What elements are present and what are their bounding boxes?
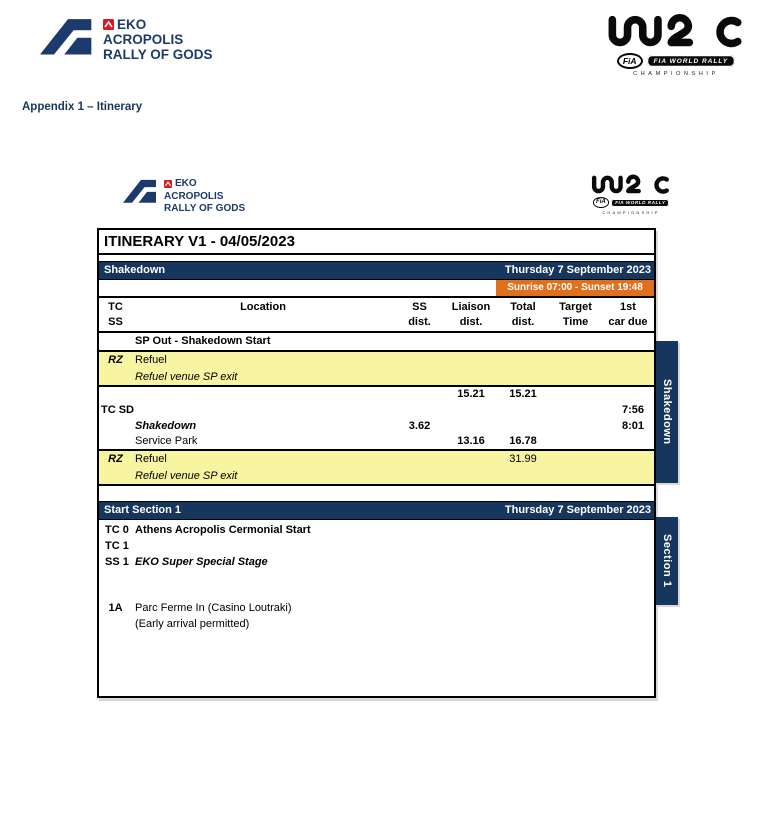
sunrise-row — [99, 280, 654, 298]
table-header — [99, 298, 654, 333]
start-section-1-bar — [99, 501, 654, 520]
section-bar-title: Shakedown — [104, 264, 166, 276]
col-location: Location — [240, 301, 286, 313]
shakedown-section-bar — [99, 261, 654, 280]
eko-label: EKO — [175, 178, 197, 189]
col-1st-car-due: 1st car due — [608, 301, 648, 328]
acropolis-logo-text — [103, 17, 213, 62]
ss-dist-value: 3.62 — [408, 420, 431, 432]
parc-ferme-note: (Early arrival permitted) — [135, 618, 250, 630]
acropolis-logo-text — [164, 178, 245, 216]
stage-block — [99, 387, 654, 451]
table-row — [99, 387, 654, 402]
eko-label: EKO — [117, 17, 147, 32]
table-row — [99, 418, 654, 434]
tc-code: TC SD — [101, 404, 134, 416]
col-liaison-dist: Liaison dist. — [451, 301, 491, 328]
stage-name: EKO Super Special Stage — [135, 556, 268, 568]
ss-code: SS 1 — [105, 556, 129, 568]
sunrise-sunset-badge: Sunrise 07:00 - Sunset 19:48 — [496, 280, 654, 296]
wrc-wordmark-icon — [589, 174, 673, 196]
total-dist-value: 16.78 — [509, 435, 537, 447]
itinerary-frame — [97, 228, 656, 698]
table-row — [99, 451, 654, 468]
fia-world-rally-label: FIA WORLD RALLY — [611, 199, 669, 207]
table-row — [99, 402, 654, 418]
rally-of-gods-label: RALLY OF GODS — [164, 203, 246, 214]
table-row — [99, 333, 654, 352]
fia-world-rally-label: FIA WORLD RALLY — [647, 55, 736, 67]
section-1-side-tab: Section 1 — [656, 517, 678, 605]
refuel-zone-block — [99, 451, 654, 486]
tc-code: TC 0 — [105, 524, 129, 536]
parc-ferme-label: Parc Ferme In (Casino Loutraki) — [135, 602, 292, 614]
table-row — [99, 468, 654, 484]
acropolis-rally-logo-inner — [123, 176, 245, 216]
wrc-logo — [598, 13, 754, 77]
acropolis-a-icon — [123, 176, 159, 203]
rally-of-gods-label: RALLY OF GODS — [103, 47, 213, 62]
col-target-time: Target Time — [559, 301, 592, 328]
acropolis-rally-logo — [40, 13, 213, 62]
section-bar-title: Start Section 1 — [104, 504, 182, 516]
appendix-heading: Appendix 1 – Itinerary — [22, 101, 143, 113]
ceremonial-start-label: Athens Acropolis Cermonial Start — [135, 524, 311, 536]
spacer — [99, 486, 654, 501]
fia-badge: FiA — [617, 53, 643, 69]
wrc-logo-inner — [588, 174, 674, 215]
table-row — [99, 352, 654, 369]
acropolis-a-icon — [40, 13, 96, 55]
refuel-label: Refuel — [135, 354, 167, 366]
acropolis-label: ACROPOLIS — [103, 32, 184, 47]
refuel-note: Refuel venue SP exit — [135, 470, 238, 482]
eko-icon — [164, 180, 172, 188]
wrc-wordmark-icon — [601, 13, 751, 51]
fia-badge: FiA — [593, 197, 610, 208]
stage-name: Shakedown — [135, 420, 197, 432]
tc-code: 1A — [108, 602, 123, 614]
col-total-dist: Total dist. — [510, 301, 536, 328]
table-row — [99, 434, 654, 449]
total-dist-value: 15.21 — [509, 388, 537, 400]
championship-label: CHAMPIONSHIP — [602, 209, 660, 215]
col-ss-dist: SS dist. — [408, 301, 431, 328]
acropolis-label: ACROPOLIS — [164, 190, 224, 202]
eko-icon — [103, 19, 114, 30]
itinerary-title: ITINERARY V1 - 04/05/2023 — [99, 230, 654, 255]
table-row — [99, 616, 654, 632]
sp-out-label: SP Out - Shakedown Start — [135, 335, 271, 347]
tc-code: TC 1 — [105, 540, 129, 552]
section-bar-date: Thursday 7 September 2023 — [504, 504, 651, 516]
first-car-due-value: 7:56 — [621, 404, 644, 416]
championship-label: CHAMPIONSHIP — [633, 70, 719, 77]
rz-code: RZ — [108, 453, 123, 465]
refuel-zone-block — [99, 352, 654, 387]
spacer — [99, 570, 654, 600]
table-row — [99, 554, 654, 570]
refuel-note: Refuel venue SP exit — [135, 371, 238, 383]
rz-code: RZ — [108, 354, 123, 366]
shakedown-side-tab: Shakedown — [656, 341, 678, 483]
first-car-due-value: 8:01 — [621, 420, 644, 432]
service-park-label: Service Park — [135, 435, 198, 447]
col-tc-ss: TC SS — [108, 301, 123, 328]
table-row — [99, 522, 654, 538]
liaison-dist-value: 15.21 — [457, 388, 485, 400]
refuel-label: Refuel — [135, 453, 167, 465]
table-row — [99, 600, 654, 616]
liaison-dist-value: 13.16 — [457, 435, 485, 447]
section-bar-date: Thursday 7 September 2023 — [504, 264, 651, 276]
total-dist-value: 31.99 — [509, 453, 537, 465]
table-row — [99, 538, 654, 554]
table-row — [99, 369, 654, 385]
